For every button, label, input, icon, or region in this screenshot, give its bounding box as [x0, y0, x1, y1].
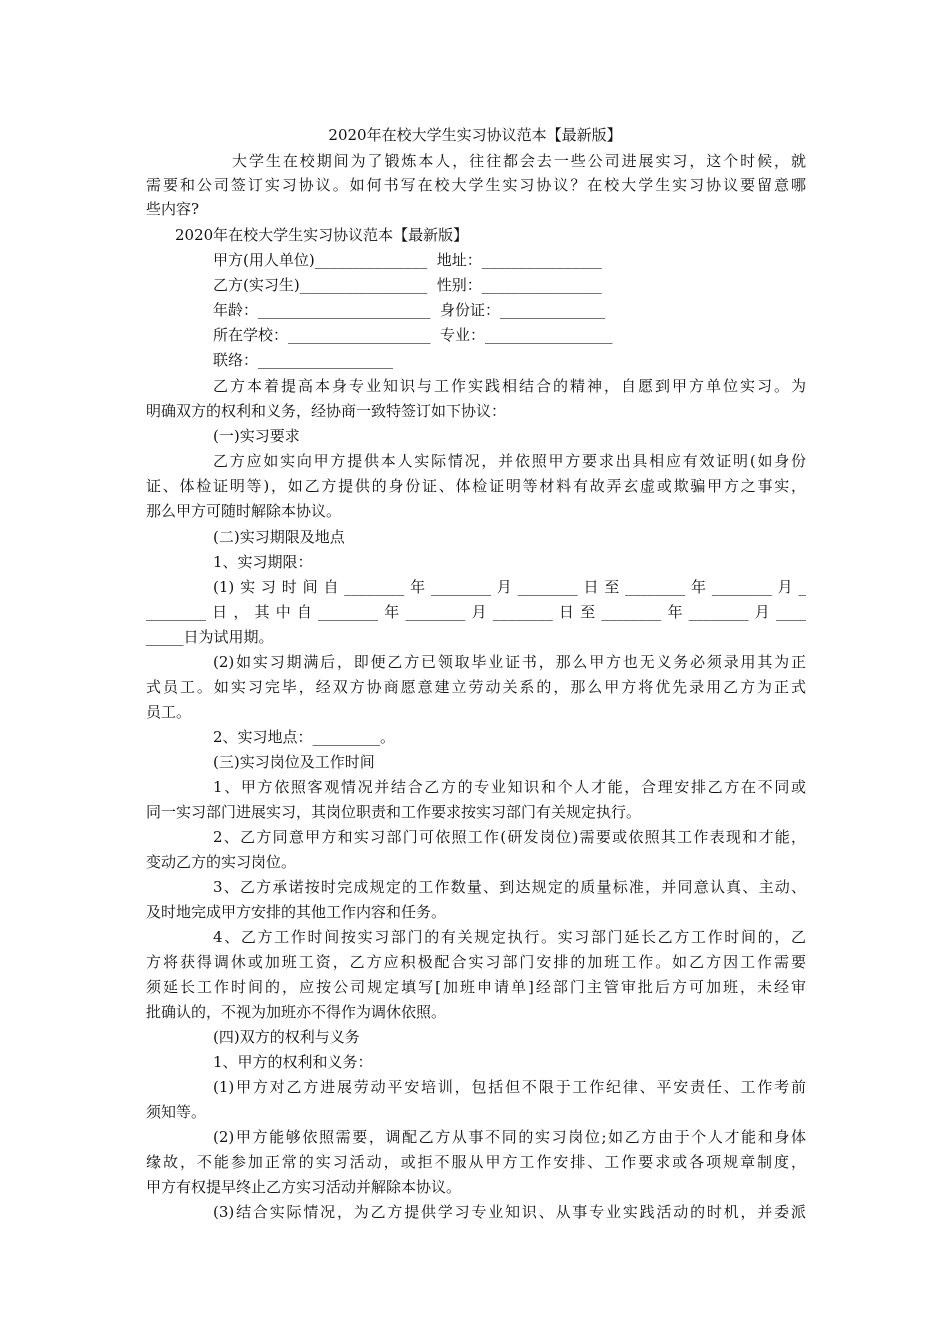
- period-line: ________日，其中自________年________月________日至________年________月____: [146, 603, 806, 621]
- section-3-line: 4、乙方工作时间按实习部门的有关规定执行。实习部门延长乙方工作时间的，乙: [213, 928, 806, 946]
- section-3-line: 2、乙方同意甲方和实习部门可依照工作(研发岗位)需要或依照其工作表现和才能，: [213, 828, 806, 846]
- section-4-line: 须知等。: [146, 1103, 207, 1121]
- contact-field: 联络：__________________: [213, 351, 394, 369]
- section-3-line: 及时地完成甲方安排的其他工作内容和任务。: [146, 903, 447, 921]
- section-1-line: 乙方应如实向甲方提供本人实际情况，并依照甲方要求出具相应有效证明(如身份: [213, 452, 806, 470]
- party-b-field: 乙方(实习生)_________________ 性别：________________: [213, 276, 602, 294]
- period-note-line: 员工。: [146, 703, 192, 721]
- section-3-line: 1、甲方依照客观情况并结合乙方的专业知识和个人才能，合理安排乙方在不同或: [213, 778, 806, 796]
- section-4-item-1: 1、甲方的权利和义务：: [213, 1053, 373, 1071]
- section-1-line: 那么甲方可随时解除本协议。: [146, 502, 342, 520]
- period-note-line: (2)如实习期满后，即便乙方已领取毕业证书，那么甲方也无义务必须录用其为正: [213, 653, 806, 671]
- section-3-line: 须延长工作时间的，应按公司规定填写[加班申请单]经部门主管审批后方可加班，未经审: [146, 978, 806, 996]
- section-2-heading: (二)实习期限及地点: [213, 528, 345, 546]
- preamble-line: 明确双方的权利和义务，经协商一致特签订如下协议：: [146, 402, 507, 420]
- section-4-heading: (四)双方的权利与义务: [213, 1028, 360, 1046]
- section-4-line: 缘故，不能参加正常的实习活动，或拒不服从甲方工作安排、工作要求或各项规章制度，: [146, 1153, 806, 1171]
- section-3-line: 方将获得调休或加班工资，乙方应积极配合实习部门安排的加班工作。如乙方因工作需要: [146, 953, 806, 971]
- intro-line: 些内容?: [146, 200, 200, 218]
- period-line: (1)实习时间自________年________月________日至________年________月_: [213, 578, 806, 596]
- intro-line: 大学生在校期间为了锻炼本人，往往都会去一些公司进展实习，这个时候，就: [232, 152, 806, 170]
- section-4-line: (1)甲方对乙方进展劳动平安培训，包括但不限于工作纪律、平安责任、工作考前: [213, 1078, 806, 1096]
- section-3-line: 同一实习部门进展实习，其岗位职责和工作要求按实习部门有关规定执行。: [146, 803, 642, 821]
- section-1-line: 证、体检证明等)，如乙方提供的身份证、体检证明等材料有故弄玄虚或欺骗甲方之事实，: [146, 477, 806, 495]
- section-3-line: 3、乙方承诺按时完成规定的工作数量、到达规定的质量标准，并同意认真、主动、: [213, 878, 806, 896]
- section-2-item-2: 2、实习地点：_________。: [213, 728, 396, 746]
- school-major-field: 所在学校：___________________ 专业：_________________: [213, 326, 613, 344]
- party-a-field: 甲方(用人单位)_______________ 地址：________________: [213, 251, 602, 269]
- section-4-line: (3)结合实际情况，为乙方提供学习专业知识、从事专业实践活动的时机，并委派: [213, 1203, 806, 1221]
- section-3-heading: (三)实习岗位及工作时间: [213, 753, 375, 771]
- age-id-field: 年龄：_______________________ 身份证：______________: [213, 301, 606, 319]
- section-4-line: (2)甲方能够依照需要，调配乙方从事不同的实习岗位;如乙方由于个人才能和身体: [213, 1128, 806, 1146]
- section-1-heading: (一)实习要求: [213, 427, 300, 445]
- intro-line: 需要和公司签订实习协议。如何书写在校大学生实习协议？在校大学生实习协议要留意哪: [146, 176, 806, 194]
- period-note-line: 式员工。如实习完毕，经双方协商愿意建立劳动关系的，那么甲方将优先录用乙方为正式: [146, 678, 806, 696]
- section-3-line: 变动乙方的实习岗位。: [146, 853, 297, 871]
- preamble-line: 乙方本着提高本身专业知识与工作实践相结合的精神，自愿到甲方单位实习。为: [213, 377, 806, 395]
- period-line: _____日为试用期。: [146, 628, 274, 646]
- document-subtitle: 2020年在校大学生实习协议范本【最新版】: [175, 226, 469, 244]
- section-2-item-1: 1、实习期限：: [213, 553, 313, 571]
- section-4-line: 甲方有权提早终止乙方实习活动并解除本协议。: [146, 1178, 462, 1196]
- document-title: 2020年在校大学生实习协议范本【最新版】: [328, 126, 622, 144]
- section-3-line: 批确认的，不视为加班亦不得作为调休依照。: [146, 1003, 447, 1021]
